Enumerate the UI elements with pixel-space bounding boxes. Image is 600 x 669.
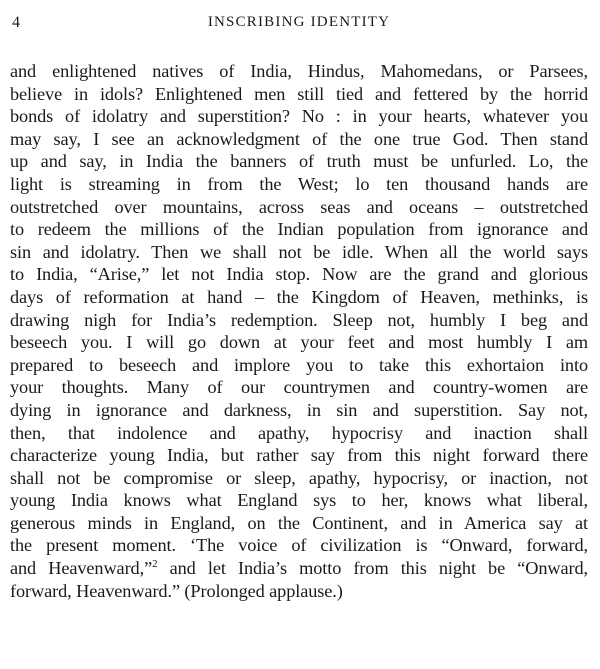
text-line: shall not be compromise or sleep, apathy, hypocrisy, or inaction, not [10, 467, 588, 488]
text-line: generous minds in England, on the Continent, and in America say at [10, 512, 588, 533]
footnote-marker[interactable]: 2 [152, 557, 158, 570]
text-line: outstretched over mountains, across seas and oceans – outstretched [10, 196, 588, 217]
running-head: INSCRIBING IDENTITY [207, 14, 391, 30]
text-fragment: and Heavenward,” [10, 558, 153, 579]
text-line: beseech you. I will go down at your feet and most humbly I am [10, 332, 588, 353]
page-number: 4 [12, 14, 21, 31]
body-text [10, 60, 588, 602]
text-fragment: and let India’s motto from this night be “Onward, [157, 558, 589, 579]
text-line: up and say, in India the banners of truth must be unfurled. Lo, the [10, 151, 588, 172]
text-line: sin and idolatry. Then we shall not be idle. When all the world says [10, 241, 588, 262]
text-line: days of reformation at hand – the Kingdom of Heaven, methinks, is [10, 286, 588, 307]
text-line: then, that indolence and apathy, hypocrisy and inaction shall [10, 422, 588, 443]
text-line: and enlightened natives of India, Hindus, Mahomedans, or Parsees, [10, 61, 588, 81]
page-header [12, 14, 586, 38]
text-line: drawing nigh for India’s redemption. Sleep not, humbly I beg and [10, 309, 588, 330]
text-line: may say, I see an acknowledgment of the one true God. Then stand [10, 128, 588, 149]
text-line: light is streaming in from the West; lo ten thousand hands are [10, 173, 588, 194]
text-line: to India, “Arise,” let not India stop. Now are the grand and glorious [10, 264, 588, 285]
text-line-with-footnote [10, 557, 588, 580]
text-line: dying in ignorance and darkness, in sin and superstition. Say not, [10, 399, 588, 420]
text-line: characterize young India, but rather say from this night forward there [10, 445, 588, 466]
text-line: your thoughts. Many of our countrymen and country-women are [10, 377, 588, 398]
text-line: prepared to beseech and implore you to take this exhortaion into [10, 354, 588, 375]
text-line: bonds of idolatry and superstition? No : in your hearts, whatever you [10, 106, 588, 127]
text-line: forward, Heavenward.” (Prolonged applause.) [10, 580, 343, 601]
text-line: believe in idols? Enlightened men still tied and fettered by the horrid [10, 83, 588, 104]
text-line: young India knows what England sys to her, knows what liberal, [10, 490, 588, 511]
text-line: to redeem the millions of the Indian population from ignorance and [10, 219, 588, 240]
text-line: the present moment. ‘The voice of civilization is “Onward, forward, [10, 535, 588, 556]
